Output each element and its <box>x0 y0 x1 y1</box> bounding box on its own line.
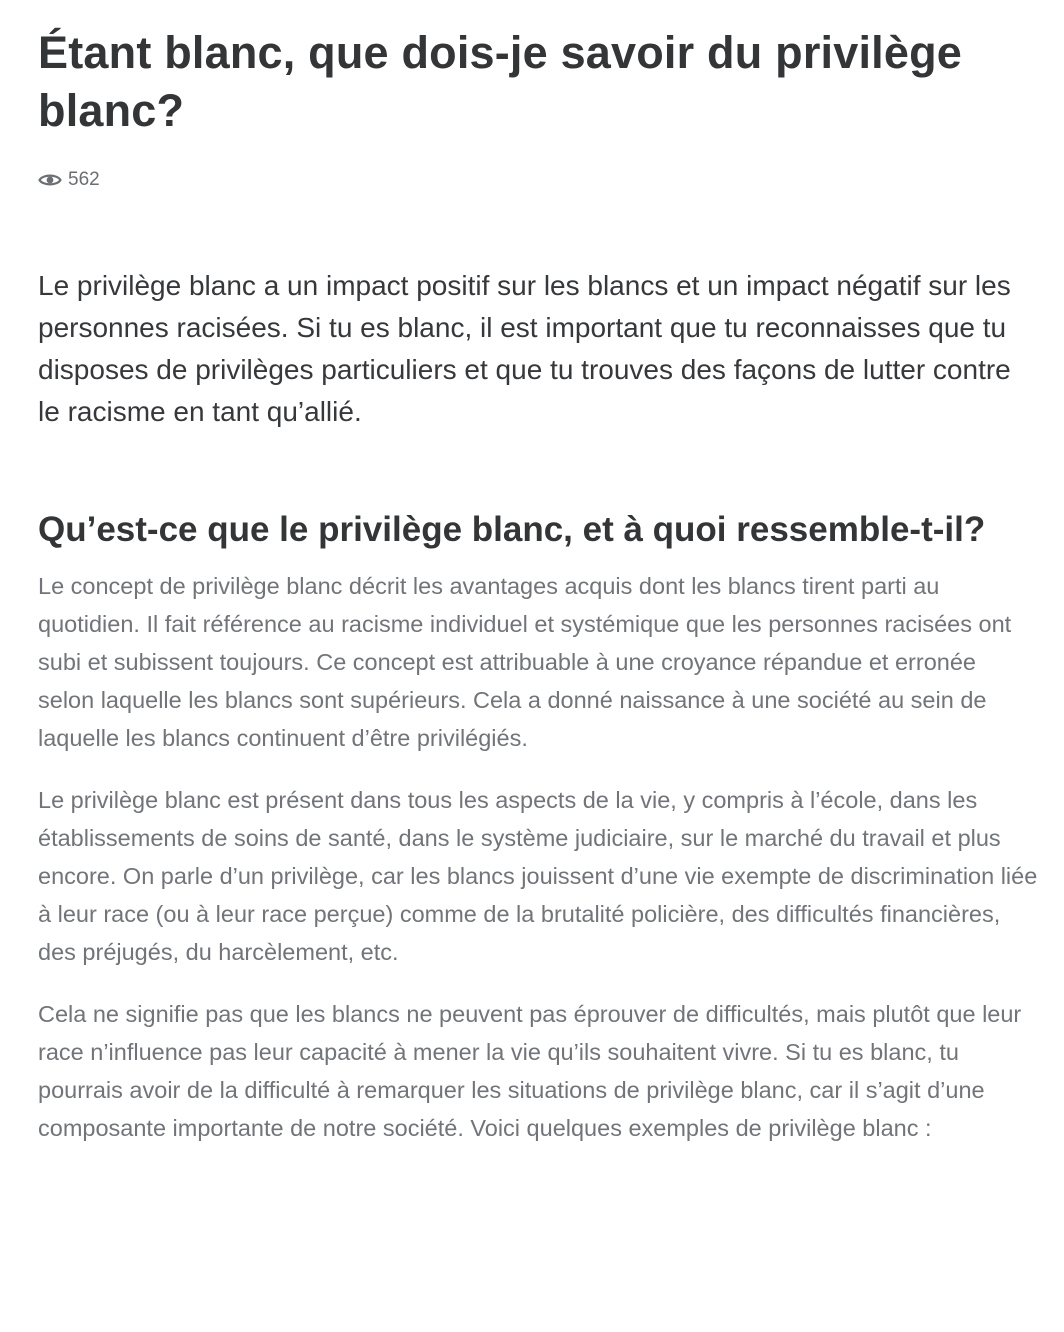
section-paragraph: Le privilège blanc est présent dans tous les aspects de la vie, y compris à l’école, dans les établissements de soins de santé, dans le système judiciaire, sur le marché du travail et plus encore. On parle d’un privilège, car les blancs jouissent d’une vie exempte de discrimination liée à leur race (ou à leur race perçue) comme de la brutalité policière, des difficultés financières, des préjugés, du harcèlement, etc. <box>38 787 1038 965</box>
section-paragraph: Le concept de privilège blanc décrit les avantages acquis dont les blancs tirent parti au quotidien. Il fait référence au racisme individuel et systémique que les personnes racisées ont subi et subissent toujours. Ce concept est attribuable à une croyance répandue et erronée selon laquelle les blancs sont supérieurs. Cela a donné naissance à une société au sein de laquelle les blancs continuent d’être privilégiés. <box>38 573 1012 751</box>
view-count-value: 562 <box>68 169 100 190</box>
article-title: Étant blanc, que dois-je savoir du privilège blanc? <box>38 27 963 136</box>
section-paragraph: Cela ne signifie pas que les blancs ne peuvent pas éprouver de difficultés, mais plutôt que leur race n’influence pas leur capacité à mener la vie qu’ils souhaitent vivre. Si tu es blanc, tu pourrais avoir de la difficulté à remarquer les situations de privilège blanc, car il s’agit d’une composante importante de notre société. Voici quelques exemples de privilège blanc : <box>38 1001 1022 1141</box>
view-count <box>38 168 1038 192</box>
article-intro: Le privilège blanc a un impact positif sur les blancs et un impact négatif sur les personnes racisées. Si tu es blanc, il est important que tu reconnaisses que tu disposes de privilèges particuliers et que tu trouves des façons de lutter contre le racisme en tant qu’allié. <box>38 270 1011 427</box>
section-heading: Qu’est-ce que le privilège blanc, et à quoi ressemble-t-il? <box>38 510 986 549</box>
eye-icon <box>38 172 62 188</box>
